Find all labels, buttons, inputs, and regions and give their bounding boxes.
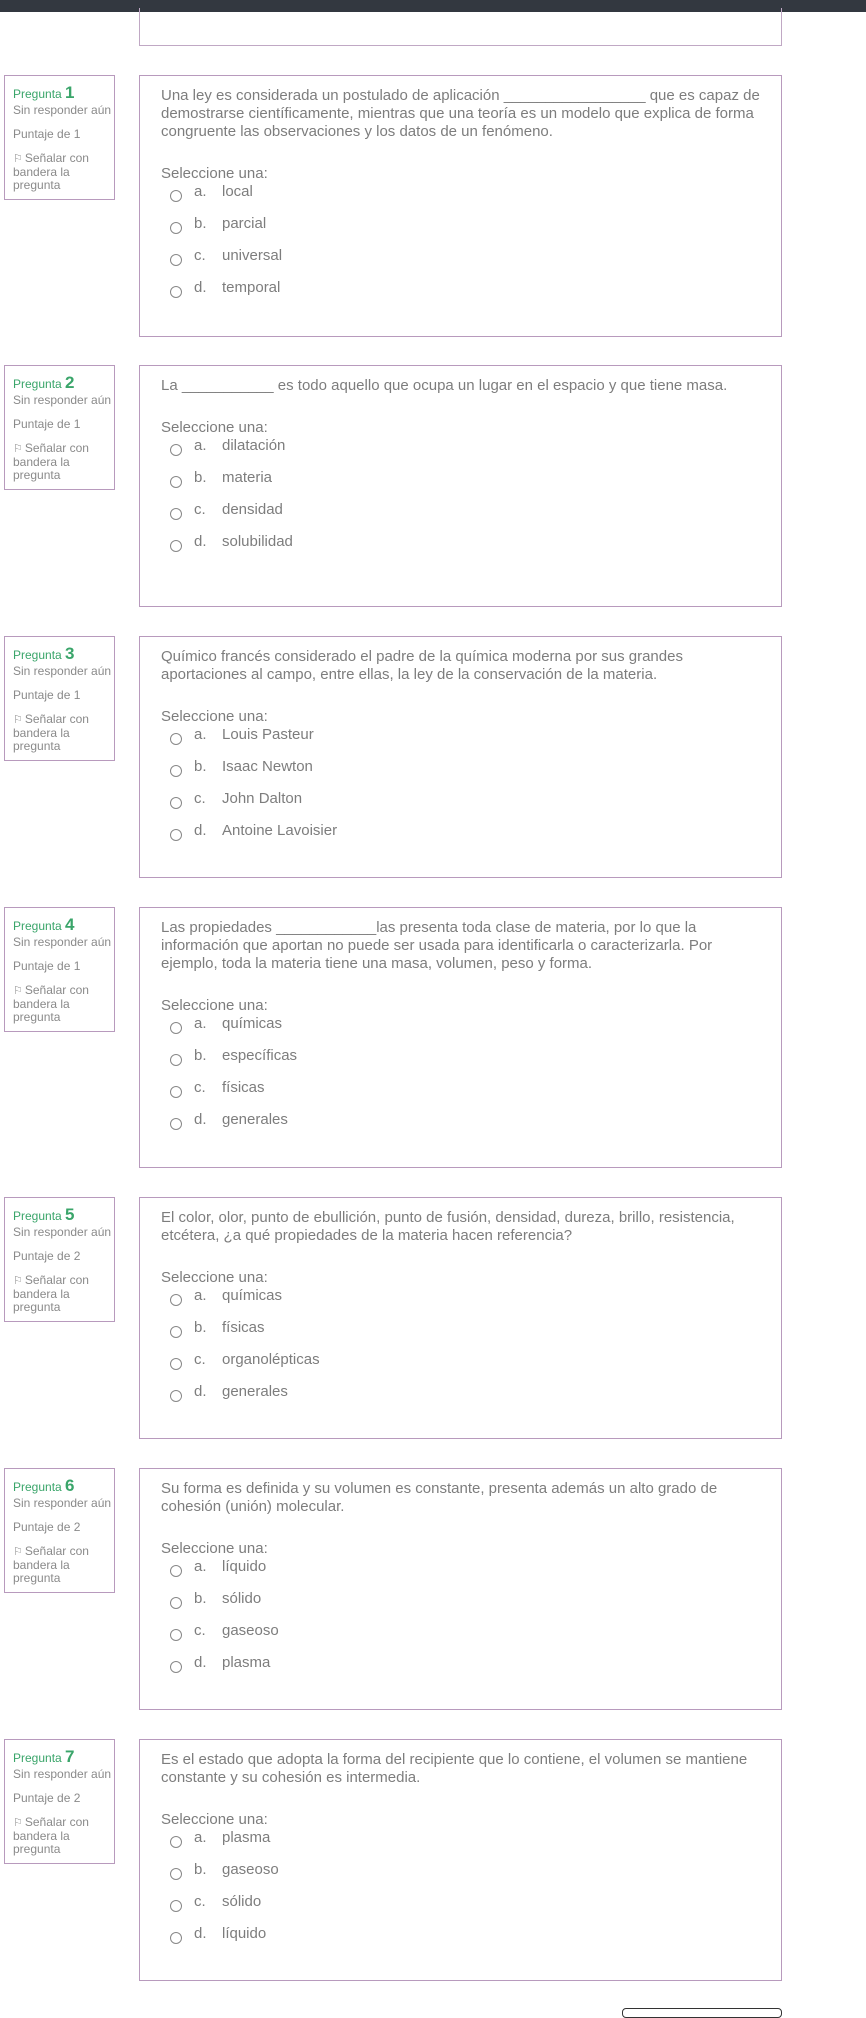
question-text: Químico francés considerado el padre de la química moderna por sus grandes aportaciones al campo, entre ellas, la ley de la conservación de la materia. xyxy=(161,648,683,683)
select-one-prompt: Seleccione una: xyxy=(161,165,268,182)
option-letter: a. xyxy=(194,1287,207,1304)
question-text: Una ley es considerada un postulado de aplicación _________________ que es capaz de demostrarse científicamente, mientras que una teoría es un modelo que explica de forma congruente las observaciones y los datos de un fenómeno. xyxy=(161,87,760,140)
question-info-6 xyxy=(4,1468,115,1593)
question-label: Pregunta xyxy=(13,87,62,101)
option-label: dilatación xyxy=(222,437,286,454)
answer-option[interactable] xyxy=(161,1893,761,1925)
flag-question-link[interactable] xyxy=(13,984,114,1024)
flag-label: Señalar con bandera la pregunta xyxy=(13,983,89,1024)
answer-option[interactable] xyxy=(161,1383,761,1415)
option-letter: d. xyxy=(194,279,207,296)
answer-option[interactable] xyxy=(161,279,761,311)
radio-button[interactable] xyxy=(170,1390,182,1402)
option-label: líquido xyxy=(222,1925,267,1942)
question-text: Su forma es definida y su volumen es constante, presenta además un alto grado de cohesión (unión) molecular. xyxy=(161,1480,718,1515)
question-label: Pregunta xyxy=(13,648,62,662)
select-one-prompt: Seleccione una: xyxy=(161,1269,268,1286)
option-label: físicas xyxy=(222,1079,265,1096)
answer-option[interactable] xyxy=(161,1654,761,1686)
question-grade: Puntaje de 1 xyxy=(13,959,81,973)
option-label: Louis Pasteur xyxy=(222,726,314,743)
answer-option[interactable] xyxy=(161,1622,761,1654)
flag-icon: ⚐ xyxy=(13,153,23,165)
radio-button[interactable] xyxy=(170,1118,182,1130)
radio-button[interactable] xyxy=(170,1358,182,1370)
answer-options xyxy=(161,183,761,311)
question-content-1 xyxy=(139,75,782,337)
question-info-4 xyxy=(4,907,115,1032)
option-letter: c. xyxy=(194,247,206,264)
option-letter: b. xyxy=(194,1590,207,1607)
question-text: La ___________ es todo aquello que ocupa un lugar en el espacio y que tiene masa. xyxy=(161,377,728,394)
answer-option[interactable] xyxy=(161,1015,761,1047)
flag-label: Señalar con bandera la pregunta xyxy=(13,712,89,753)
option-label: densidad xyxy=(222,501,283,518)
select-one-prompt: Seleccione una: xyxy=(161,419,268,436)
option-letter: c. xyxy=(194,1622,206,1639)
option-label: plasma xyxy=(222,1829,271,1846)
answer-option[interactable] xyxy=(161,1925,761,1957)
option-label: plasma xyxy=(222,1654,271,1671)
answer-option[interactable] xyxy=(161,1558,761,1590)
flag-icon: ⚐ xyxy=(13,1275,23,1287)
option-letter: d. xyxy=(194,1925,207,1942)
question-state: Sin responder aún xyxy=(13,103,112,117)
answer-option[interactable] xyxy=(161,533,761,565)
option-letter: b. xyxy=(194,1319,207,1336)
option-letter: a. xyxy=(194,1829,207,1846)
option-letter: b. xyxy=(194,469,207,486)
option-label: Antoine Lavoisier xyxy=(222,822,338,839)
radio-button[interactable] xyxy=(170,797,182,809)
option-label: específicas xyxy=(222,1047,298,1064)
question-info-5 xyxy=(4,1197,115,1322)
answer-option[interactable] xyxy=(161,501,761,533)
question-content-2 xyxy=(139,365,782,607)
question-number xyxy=(13,375,114,392)
option-label: universal xyxy=(222,247,283,264)
answer-options xyxy=(161,1558,761,1686)
select-one-prompt: Seleccione una: xyxy=(161,997,268,1014)
radio-button[interactable] xyxy=(170,1868,182,1880)
answer-option[interactable] xyxy=(161,1111,761,1143)
flag-label: Señalar con bandera la pregunta xyxy=(13,1273,89,1314)
option-letter: c. xyxy=(194,790,206,807)
answer-option[interactable] xyxy=(161,247,761,279)
radio-button[interactable] xyxy=(170,1836,182,1848)
answer-option[interactable] xyxy=(161,1861,761,1893)
option-letter: d. xyxy=(194,1654,207,1671)
question-label: Pregunta xyxy=(13,377,62,391)
question-grade: Puntaje de 2 xyxy=(13,1791,81,1805)
radio-button[interactable] xyxy=(170,286,182,298)
radio-button[interactable] xyxy=(170,1932,182,1944)
question-number xyxy=(13,1478,114,1495)
answer-option[interactable] xyxy=(161,1829,761,1861)
option-label: sólido xyxy=(222,1893,262,1910)
question-number xyxy=(13,646,114,663)
question-text: Las propiedades ____________las presenta toda clase de materia, por lo que la información que aportan no puede ser usada para identificarla o caracterizarla. Por ejemplo, toda la materia tiene una masa, volumen, peso y forma. xyxy=(161,919,713,972)
radio-button[interactable] xyxy=(170,1294,182,1306)
option-letter: a. xyxy=(194,183,207,200)
question-info-3 xyxy=(4,636,115,761)
question-info-1 xyxy=(4,75,115,200)
question-text: El color, olor, punto de ebullición, punto de fusión, densidad, dureza, brillo, resistencia, etcétera, ¿a qué propiedades de la materia hacen referencia? xyxy=(161,1209,735,1244)
radio-button[interactable] xyxy=(170,1661,182,1673)
radio-button[interactable] xyxy=(170,254,182,266)
previous-question-card xyxy=(139,8,782,46)
answer-option[interactable] xyxy=(161,183,761,215)
option-label: Isaac Newton xyxy=(222,758,313,775)
flag-question-link[interactable] xyxy=(13,1274,114,1314)
question-number xyxy=(13,85,114,102)
question-number-value: 4 xyxy=(65,915,75,934)
question-number-value: 6 xyxy=(65,1476,75,1495)
question-content-4 xyxy=(139,907,782,1168)
option-label: químicas xyxy=(222,1287,283,1304)
radio-button[interactable] xyxy=(170,1326,182,1338)
option-letter: a. xyxy=(194,1558,207,1575)
flag-question-link[interactable] xyxy=(13,1816,114,1856)
radio-button[interactable] xyxy=(170,476,182,488)
radio-button[interactable] xyxy=(170,444,182,456)
question-content-7 xyxy=(139,1739,782,1981)
select-one-prompt: Seleccione una: xyxy=(161,1540,268,1557)
option-label: generales xyxy=(222,1111,288,1128)
flag-question-link[interactable] xyxy=(13,152,114,192)
question-number xyxy=(13,917,114,934)
radio-button[interactable] xyxy=(170,1086,182,1098)
answer-option[interactable] xyxy=(161,1047,761,1079)
select-one-prompt: Seleccione una: xyxy=(161,708,268,725)
flag-icon: ⚐ xyxy=(13,1546,23,1558)
answer-options xyxy=(161,1287,761,1415)
option-label: químicas xyxy=(222,1015,283,1032)
question-label: Pregunta xyxy=(13,1751,62,1765)
option-label: solubilidad xyxy=(222,533,293,550)
question-number-value: 5 xyxy=(65,1205,75,1224)
question-number xyxy=(13,1207,114,1224)
option-letter: d. xyxy=(194,1383,207,1400)
option-label: líquido xyxy=(222,1558,267,1575)
question-state: Sin responder aún xyxy=(13,935,112,949)
answer-options xyxy=(161,1829,761,1957)
answer-option[interactable] xyxy=(161,469,761,501)
option-label: gaseoso xyxy=(222,1622,279,1639)
finish-attempt-button[interactable] xyxy=(622,2008,782,2018)
select-one-prompt: Seleccione una: xyxy=(161,1811,268,1828)
question-state: Sin responder aún xyxy=(13,1496,112,1510)
answer-option[interactable] xyxy=(161,726,761,758)
radio-button[interactable] xyxy=(170,765,182,777)
flag-label: Señalar con bandera la pregunta xyxy=(13,151,89,192)
answer-option[interactable] xyxy=(161,215,761,247)
option-letter: b. xyxy=(194,1047,207,1064)
option-label: parcial xyxy=(222,215,267,232)
question-state: Sin responder aún xyxy=(13,393,112,407)
flag-label: Señalar con bandera la pregunta xyxy=(13,1815,89,1856)
question-label: Pregunta xyxy=(13,1209,62,1223)
option-label: materia xyxy=(222,469,273,486)
radio-button[interactable] xyxy=(170,829,182,841)
answer-option[interactable] xyxy=(161,758,761,790)
radio-button[interactable] xyxy=(170,1022,182,1034)
flag-label: Señalar con bandera la pregunta xyxy=(13,441,89,482)
option-label: local xyxy=(222,183,253,200)
option-letter: c. xyxy=(194,1079,206,1096)
question-content-5 xyxy=(139,1197,782,1439)
flag-question-link[interactable] xyxy=(13,1545,114,1585)
question-content-3 xyxy=(139,636,782,878)
answer-option[interactable] xyxy=(161,437,761,469)
question-grade: Puntaje de 1 xyxy=(13,127,81,141)
radio-button[interactable] xyxy=(170,222,182,234)
radio-button[interactable] xyxy=(170,1597,182,1609)
option-letter: d. xyxy=(194,1111,207,1128)
flag-icon: ⚐ xyxy=(13,443,23,455)
question-number-value: 7 xyxy=(65,1747,75,1766)
answer-option[interactable] xyxy=(161,1287,761,1319)
question-number xyxy=(13,1749,114,1766)
question-grade: Puntaje de 1 xyxy=(13,688,81,702)
option-letter: c. xyxy=(194,1893,206,1910)
question-state: Sin responder aún xyxy=(13,664,112,678)
option-letter: b. xyxy=(194,1861,207,1878)
radio-button[interactable] xyxy=(170,733,182,745)
option-label: organolépticas xyxy=(222,1351,320,1368)
question-grade: Puntaje de 2 xyxy=(13,1249,81,1263)
option-label: gaseoso xyxy=(222,1861,279,1878)
radio-button[interactable] xyxy=(170,508,182,520)
question-label: Pregunta xyxy=(13,919,62,933)
radio-button[interactable] xyxy=(170,1565,182,1577)
flag-icon: ⚐ xyxy=(13,714,23,726)
radio-button[interactable] xyxy=(170,190,182,202)
option-label: temporal xyxy=(222,279,281,296)
option-label: sólido xyxy=(222,1590,262,1607)
flag-question-link[interactable] xyxy=(13,442,114,482)
question-number-value: 2 xyxy=(65,373,75,392)
option-letter: c. xyxy=(194,1351,206,1368)
question-info-2 xyxy=(4,365,115,490)
radio-button[interactable] xyxy=(170,1054,182,1066)
option-letter: d. xyxy=(194,822,207,839)
flag-icon: ⚐ xyxy=(13,985,23,997)
question-text: Es el estado que adopta la forma del recipiente que lo contiene, el volumen se mantiene constante y su cohesión es intermedia. xyxy=(161,1751,748,1786)
answer-option[interactable] xyxy=(161,1351,761,1383)
option-label: físicas xyxy=(222,1319,265,1336)
option-label: generales xyxy=(222,1383,288,1400)
answer-option[interactable] xyxy=(161,1590,761,1622)
option-label: John Dalton xyxy=(222,790,303,807)
question-label: Pregunta xyxy=(13,1480,62,1494)
option-letter: a. xyxy=(194,726,207,743)
answer-option[interactable] xyxy=(161,1319,761,1351)
question-number-value: 3 xyxy=(65,644,75,663)
radio-button[interactable] xyxy=(170,540,182,552)
flag-question-link[interactable] xyxy=(13,713,114,753)
answer-option[interactable] xyxy=(161,822,761,854)
question-state: Sin responder aún xyxy=(13,1767,112,1781)
question-grade: Puntaje de 2 xyxy=(13,1520,81,1534)
option-letter: b. xyxy=(194,215,207,232)
answer-options xyxy=(161,726,761,854)
question-state: Sin responder aún xyxy=(13,1225,112,1239)
flag-icon: ⚐ xyxy=(13,1817,23,1829)
question-content-6 xyxy=(139,1468,782,1710)
question-number-value: 1 xyxy=(65,83,75,102)
flag-label: Señalar con bandera la pregunta xyxy=(13,1544,89,1585)
radio-button[interactable] xyxy=(170,1629,182,1641)
answer-option[interactable] xyxy=(161,790,761,822)
option-letter: a. xyxy=(194,437,207,454)
answer-options xyxy=(161,1015,761,1143)
answer-options xyxy=(161,437,761,565)
question-grade: Puntaje de 1 xyxy=(13,417,81,431)
option-letter: d. xyxy=(194,533,207,550)
option-letter: a. xyxy=(194,1015,207,1032)
question-info-7 xyxy=(4,1739,115,1864)
radio-button[interactable] xyxy=(170,1900,182,1912)
option-letter: c. xyxy=(194,501,206,518)
answer-option[interactable] xyxy=(161,1079,761,1111)
option-letter: b. xyxy=(194,758,207,775)
